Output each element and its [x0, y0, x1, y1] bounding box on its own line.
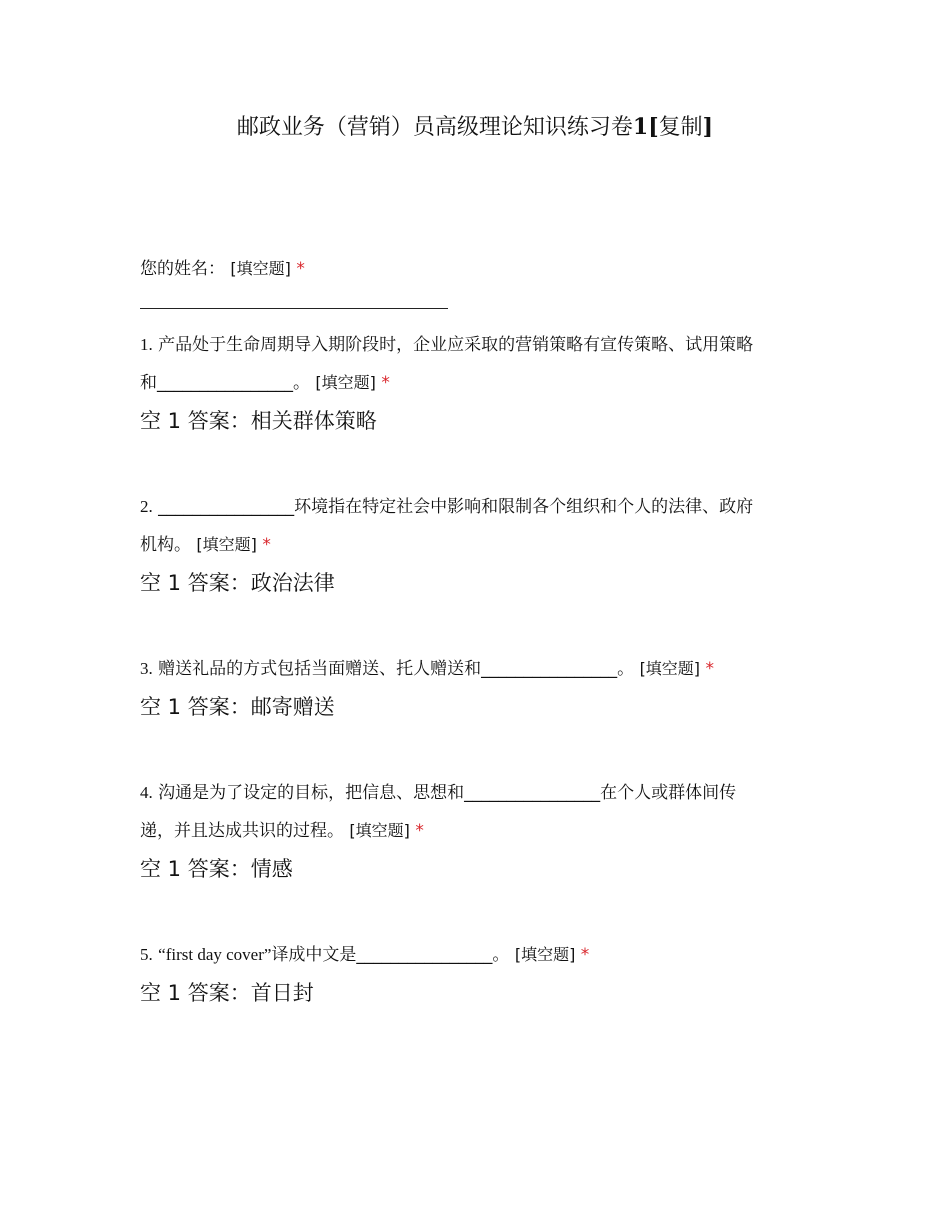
- title-copy: 复制: [658, 115, 703, 140]
- question-text: 译成中文是________________。: [271, 945, 510, 965]
- question-5: [140, 936, 820, 1010]
- question-text: 递，并且达成共识的过程。: [140, 821, 344, 841]
- question-text-line: [140, 812, 820, 850]
- answer-text: 空 1 答案：首日封: [140, 981, 314, 1005]
- question-text-line: [140, 650, 820, 688]
- title-suffix: 1[: [632, 114, 659, 140]
- title-close: ]: [702, 114, 714, 140]
- question-type-tag: [填空题]: [639, 659, 701, 678]
- question-text-line: [140, 526, 820, 564]
- question-text: ________________环境指在特定社会中影响和限制各个组织和个人的法律、政府: [158, 497, 754, 517]
- question-number: 3.: [140, 659, 153, 678]
- question-text: 赠送礼品的方式包括当面赠送、托人赠送和________________。: [158, 659, 635, 679]
- required-asterisk: *: [705, 659, 714, 679]
- answer-text: 空 1 答案：政治法律: [140, 571, 335, 595]
- question-type-tag: [填空题]: [514, 945, 576, 964]
- title-main: 邮政业务（营销）员高级理论知识练习卷: [236, 115, 633, 140]
- question-type-tag: [填空题]: [230, 259, 291, 278]
- question-text: 机构。: [140, 535, 191, 555]
- question-text: 沟通是为了设定的目标，把信息、思想和________________在个人或群体间传: [158, 783, 737, 803]
- question-text-line: [140, 774, 820, 812]
- question-text-line: [140, 326, 820, 364]
- question-text-line: [140, 936, 820, 974]
- question-english-term: “first day cover”: [158, 945, 272, 964]
- page-title: [0, 110, 950, 141]
- question-type-tag: [填空题]: [349, 821, 410, 840]
- question-number: 4.: [140, 783, 153, 802]
- required-asterisk: *: [580, 945, 590, 965]
- answer-text: 空 1 答案：邮寄赠送: [140, 695, 335, 719]
- name-field: [140, 250, 448, 309]
- question-type-tag: [填空题]: [315, 373, 376, 392]
- answer-text: 空 1 答案：情感: [140, 857, 293, 881]
- required-asterisk: *: [296, 259, 305, 279]
- question-number: 1.: [140, 335, 153, 354]
- question-4: [140, 774, 820, 886]
- question-3: [140, 650, 820, 724]
- answer-text: 空 1 答案：相关群体策略: [140, 409, 377, 433]
- question-1: [140, 326, 820, 438]
- question-text-line: [140, 364, 820, 402]
- name-label: 您的姓名：: [140, 259, 225, 279]
- required-asterisk: *: [415, 821, 424, 841]
- name-input-line[interactable]: [140, 308, 448, 309]
- question-type-tag: [填空题]: [196, 535, 257, 554]
- question-number: 5.: [140, 945, 153, 964]
- question-text: 和________________。: [140, 373, 310, 393]
- question-number: 2.: [140, 497, 153, 516]
- question-text-line: [140, 488, 820, 526]
- question-2: [140, 488, 820, 600]
- required-asterisk: *: [381, 373, 390, 393]
- question-text: 产品处于生命周期导入期阶段时，企业应采取的营销策略有宣传策略、试用策略: [158, 335, 754, 355]
- required-asterisk: *: [262, 535, 271, 555]
- name-label-row: [140, 250, 448, 288]
